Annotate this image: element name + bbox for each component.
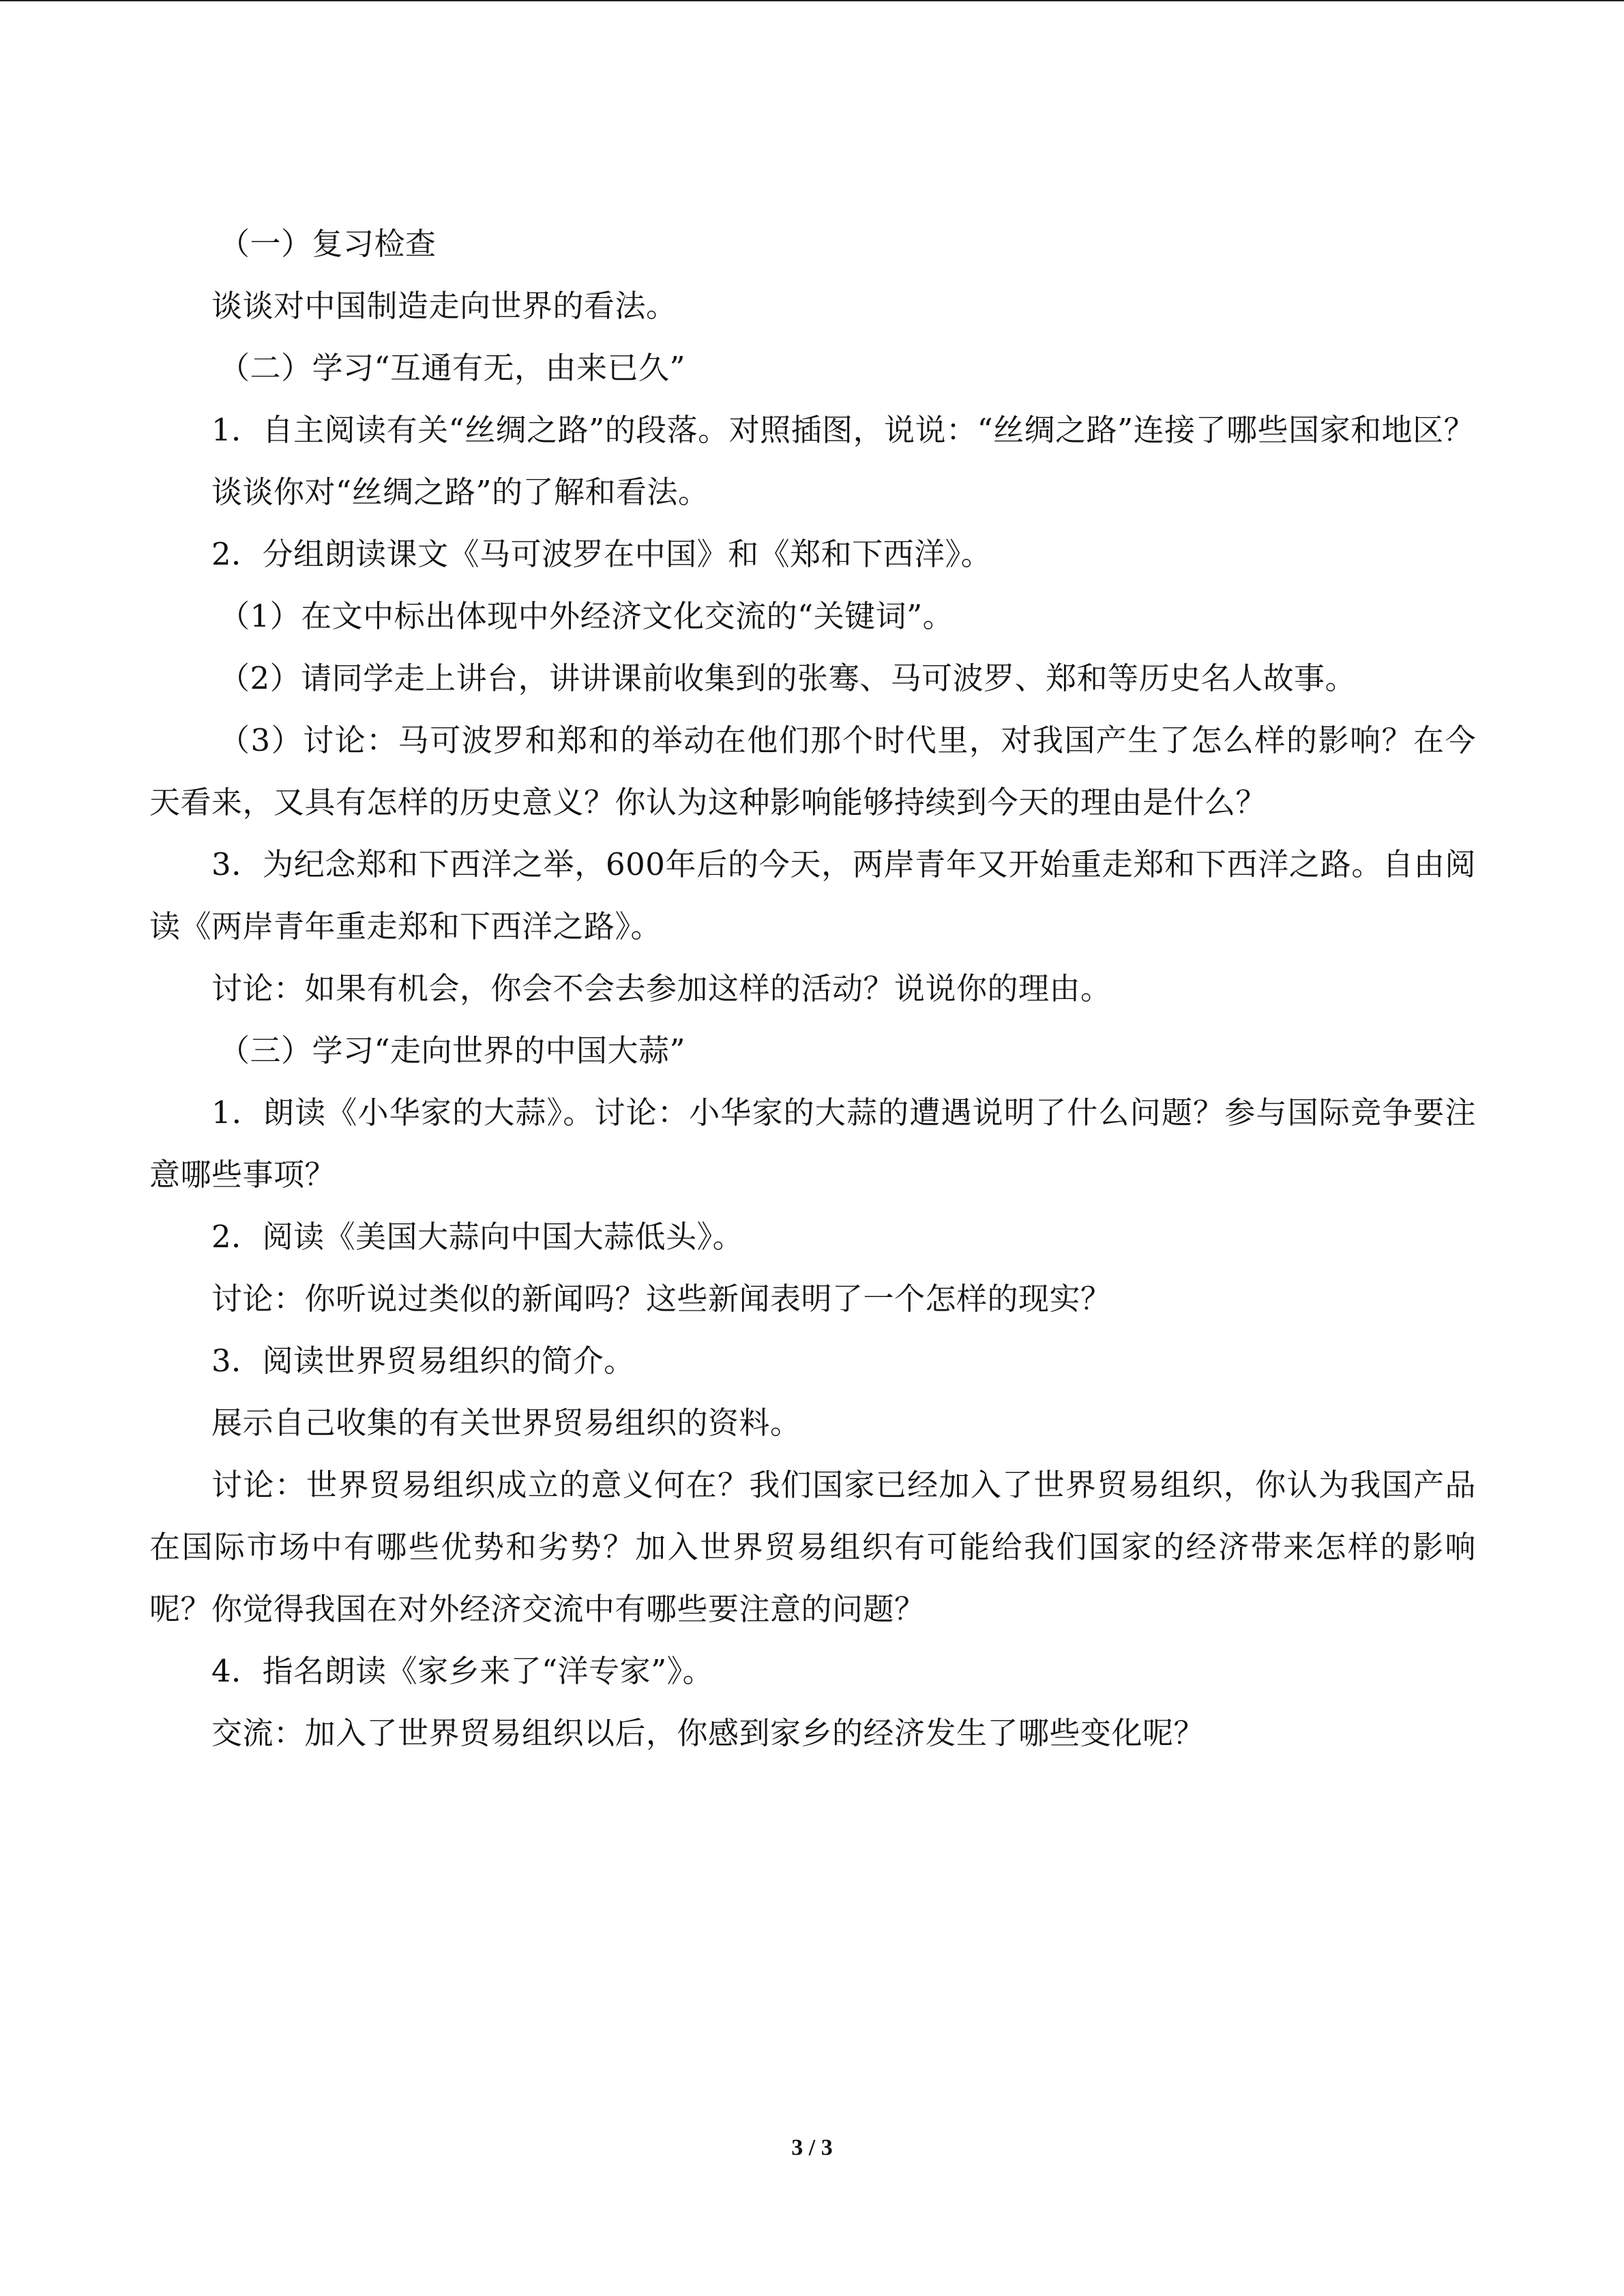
paragraph: 3．为纪念郑和下西洋之举，600年后的今天，两岸青年又开始重走郑和下西洋之路。自由阅读《两岸青年重走郑和下西洋之路》。: [149, 846, 1476, 944]
paragraph: 展示自己收集的有关世界贸易组织的资料。: [211, 1405, 801, 1441]
sub-item: （3）讨论：马可波罗和郑和的举动在他们那个时代里，对我国产生了怎么样的影响？在今天看来，又具有怎样的历史意义？你认为这种影响能够持续到今天的理由是什么？: [149, 722, 1476, 820]
document-body: [149, 213, 1476, 1764]
paragraph: 交流：加入了世界贸易组织以后，你感到家乡的经济发生了哪些变化呢？: [211, 1715, 1205, 1751]
paragraph: 谈谈对中国制造走向世界的看法。: [211, 288, 677, 324]
sub-item: （2）请同学走上讲台，讲讲课前收集到的张骞、马可波罗、郑和等历史名人故事。: [219, 660, 1357, 696]
paragraph: 1．朗读《小华家的大蒜》。讨论：小华家的大蒜的遭遇说明了什么问题？参与国际竞争要注意哪些事项？: [149, 1094, 1476, 1193]
paragraph: 讨论：你听说过类似的新闻吗？这些新闻表明了一个怎样的现实？: [211, 1281, 1112, 1317]
paragraph: 讨论：如果有机会，你会不会去参加这样的活动？说说你的理由。: [211, 970, 1112, 1007]
paragraph: 2．分组朗读课文《马可波罗在中国》和《郑和下西洋》。: [211, 536, 992, 572]
paragraph: 讨论：世界贸易组织成立的意义何在？我们国家已经加入了世界贸易组织，你认为我国产品在国际市场中有哪些优势和劣势？加入世界贸易组织有可能给我们国家的经济带来怎样的影响呢？你觉得我国在对外经济交流中有哪些要注意的问题？: [149, 1467, 1476, 1627]
paragraph: 1．自主阅读有关“丝绸之路”的段落。对照插图，说说：“丝绸之路”连接了哪些国家和地区？: [211, 412, 1475, 448]
sub-item: （1）在文中标出体现中外经济文化交流的“关键词”。: [219, 598, 954, 634]
page-number: 3 / 3: [791, 2135, 833, 2160]
section-heading-exchange: （二）学习“互通有无，由来已久”: [219, 350, 686, 386]
paragraph: 谈谈你对“丝绸之路”的了解和看法。: [211, 474, 709, 510]
section-heading-review: （一）复习检查: [219, 226, 437, 262]
paragraph: 2．阅读《美国大蒜向中国大蒜低头》。: [211, 1219, 744, 1255]
paragraph: 3．阅读世界贸易组织的简介。: [211, 1343, 635, 1379]
paragraph: 4．指名朗读《家乡来了“洋专家”》。: [211, 1653, 714, 1689]
section-heading-garlic: （三）学习“走向世界的中国大蒜”: [219, 1032, 686, 1069]
